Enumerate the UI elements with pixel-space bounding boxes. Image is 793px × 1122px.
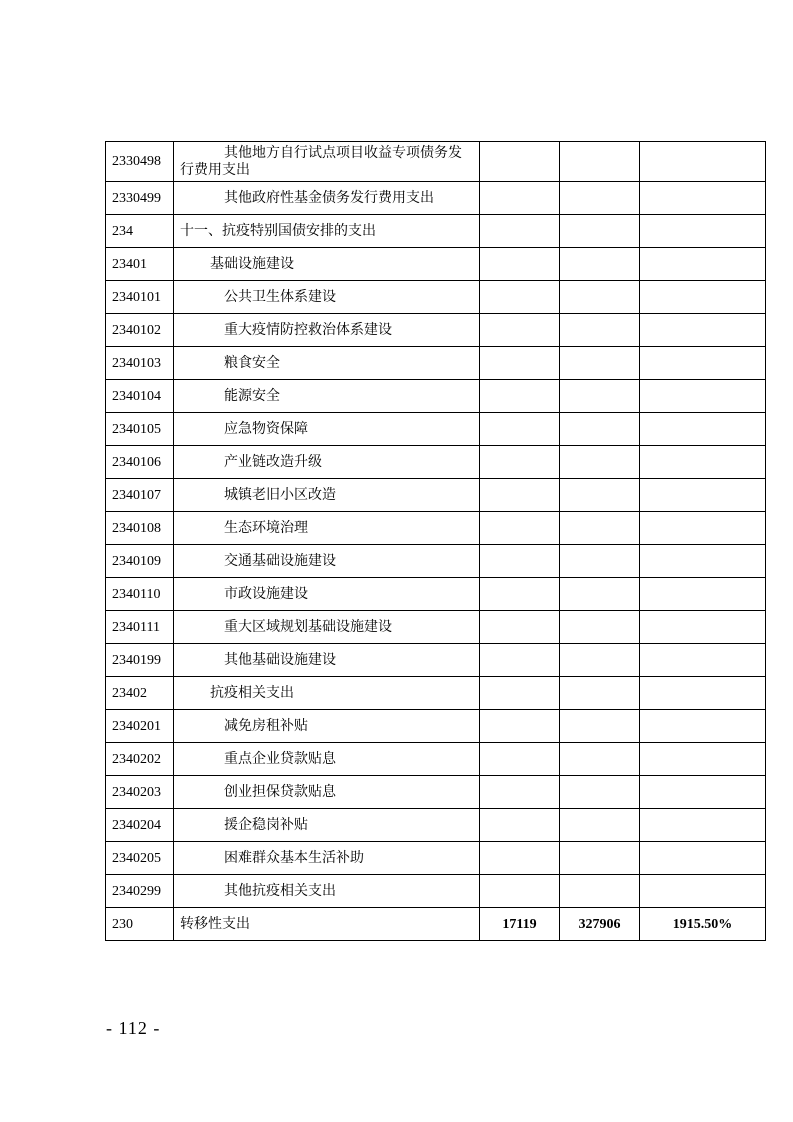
table-row (106, 908, 766, 941)
row-value-2 (560, 182, 640, 215)
row-value-3 (640, 380, 766, 413)
row-value-3 (640, 215, 766, 248)
row-value-2 (560, 710, 640, 743)
row-value-3 (640, 281, 766, 314)
row-code: 2340199 (106, 644, 174, 677)
row-name-cell (174, 413, 480, 446)
row-value-3 (640, 479, 766, 512)
row-value-1 (480, 182, 560, 215)
row-value-3 (640, 776, 766, 809)
row-name: 重大疫情防控救治体系建设 (224, 321, 392, 338)
row-name: 市政设施建设 (224, 585, 308, 602)
row-name-cell (174, 578, 480, 611)
budget-expenditure-table (105, 141, 766, 941)
row-value-1 (480, 248, 560, 281)
row-value-1 (480, 380, 560, 413)
row-value-3 (640, 842, 766, 875)
row-name: 基础设施建设 (210, 255, 294, 272)
row-code: 2340202 (106, 743, 174, 776)
table-row (106, 182, 766, 215)
table-row (106, 578, 766, 611)
row-value-3 (640, 578, 766, 611)
row-name: 减免房租补贴 (224, 717, 308, 734)
row-value-1 (480, 413, 560, 446)
row-code: 2340101 (106, 281, 174, 314)
row-name-cell (174, 743, 480, 776)
row-name-cell (174, 380, 480, 413)
row-name: 城镇老旧小区改造 (224, 486, 336, 503)
row-value-2 (560, 776, 640, 809)
table-row (106, 809, 766, 842)
row-name-cell (174, 644, 480, 677)
row-name: 困难群众基本生活补助 (224, 849, 364, 866)
row-value-1 (480, 776, 560, 809)
row-value-3 (640, 875, 766, 908)
table-row (106, 710, 766, 743)
row-value-1 (480, 842, 560, 875)
row-value-3: 1915.50% (640, 908, 766, 941)
table-row (106, 611, 766, 644)
row-code: 2340205 (106, 842, 174, 875)
table-row (106, 479, 766, 512)
table-row (106, 545, 766, 578)
row-value-1 (480, 677, 560, 710)
row-value-2 (560, 413, 640, 446)
row-value-3 (640, 314, 766, 347)
row-name-cell (174, 248, 480, 281)
row-value-1 (480, 512, 560, 545)
row-value-3 (640, 809, 766, 842)
row-value-2 (560, 677, 640, 710)
row-value-2 (560, 545, 640, 578)
row-code: 2340107 (106, 479, 174, 512)
row-name-cell (174, 215, 480, 248)
row-value-2 (560, 281, 640, 314)
row-name: 其他抗疫相关支出 (224, 882, 336, 899)
table-row (106, 347, 766, 380)
row-code: 23402 (106, 677, 174, 710)
row-name-cell (174, 545, 480, 578)
row-value-1 (480, 710, 560, 743)
table-row (106, 142, 766, 182)
row-code: 2340110 (106, 578, 174, 611)
table-row (106, 776, 766, 809)
table-row (106, 842, 766, 875)
row-name-cell (174, 611, 480, 644)
table-row (106, 314, 766, 347)
row-value-3 (640, 248, 766, 281)
row-code: 2340201 (106, 710, 174, 743)
row-name: 生态环境治理 (224, 519, 308, 536)
row-name-cell (174, 710, 480, 743)
table-row (106, 512, 766, 545)
row-code: 2330499 (106, 182, 174, 215)
row-name: 重点企业贷款贴息 (224, 750, 336, 767)
row-name: 公共卫生体系建设 (224, 288, 336, 305)
row-name-cell (174, 479, 480, 512)
table-row (106, 677, 766, 710)
row-value-2 (560, 578, 640, 611)
row-name: 其他基础设施建设 (224, 651, 336, 668)
row-name: 重大区域规划基础设施建设 (224, 618, 392, 635)
row-name-cell (174, 842, 480, 875)
row-value-2 (560, 142, 640, 182)
row-value-1 (480, 644, 560, 677)
row-code: 2340111 (106, 611, 174, 644)
row-code: 2340108 (106, 512, 174, 545)
row-value-1 (480, 479, 560, 512)
table-row (106, 446, 766, 479)
row-name: 援企稳岗补贴 (224, 816, 308, 833)
row-code: 23401 (106, 248, 174, 281)
row-name-cell (174, 182, 480, 215)
row-code: 2340203 (106, 776, 174, 809)
row-name-cell (174, 347, 480, 380)
row-name: 创业担保贷款贴息 (224, 783, 336, 800)
row-value-2 (560, 347, 640, 380)
row-value-2 (560, 446, 640, 479)
row-name: 抗疫相关支出 (210, 684, 294, 701)
row-value-1 (480, 281, 560, 314)
row-value-1: 17119 (480, 908, 560, 941)
row-value-2 (560, 215, 640, 248)
row-name: 粮食安全 (224, 354, 280, 371)
row-value-2 (560, 875, 640, 908)
row-value-2 (560, 611, 640, 644)
row-name: 交通基础设施建设 (224, 552, 336, 569)
row-value-2: 327906 (560, 908, 640, 941)
row-value-2 (560, 512, 640, 545)
row-value-3 (640, 611, 766, 644)
row-name-cell (174, 281, 480, 314)
row-value-2 (560, 479, 640, 512)
row-value-1 (480, 446, 560, 479)
row-value-3 (640, 182, 766, 215)
row-value-2 (560, 644, 640, 677)
row-name-cell (174, 875, 480, 908)
row-name: 能源安全 (224, 387, 280, 404)
row-value-3 (640, 446, 766, 479)
table-row (106, 281, 766, 314)
row-value-1 (480, 743, 560, 776)
row-code: 230 (106, 908, 174, 941)
row-name-cell (174, 512, 480, 545)
row-name-cell (174, 776, 480, 809)
row-value-3 (640, 644, 766, 677)
row-value-3 (640, 142, 766, 182)
row-name: 其他地方自行试点项目收益专项债务发行费用支出 (174, 142, 480, 182)
row-name: 产业链改造升级 (224, 453, 322, 470)
row-value-2 (560, 248, 640, 281)
row-name: 十一、抗疫特别国债安排的支出 (180, 222, 376, 239)
row-name-cell (174, 908, 480, 941)
row-name-cell (174, 677, 480, 710)
row-value-2 (560, 743, 640, 776)
row-code: 234 (106, 215, 174, 248)
table-row (106, 875, 766, 908)
table-row (106, 215, 766, 248)
row-value-1 (480, 875, 560, 908)
table-row (106, 743, 766, 776)
row-name-cell (174, 446, 480, 479)
row-value-2 (560, 380, 640, 413)
row-code: 2330498 (106, 142, 174, 182)
row-code: 2340103 (106, 347, 174, 380)
row-value-3 (640, 512, 766, 545)
row-code: 2340204 (106, 809, 174, 842)
row-code: 2340109 (106, 545, 174, 578)
row-value-1 (480, 215, 560, 248)
row-value-1 (480, 142, 560, 182)
row-value-3 (640, 347, 766, 380)
row-value-2 (560, 809, 640, 842)
row-value-1 (480, 347, 560, 380)
row-name: 转移性支出 (180, 915, 250, 932)
row-value-2 (560, 842, 640, 875)
row-value-1 (480, 314, 560, 347)
table-row (106, 644, 766, 677)
table-row (106, 248, 766, 281)
row-value-3 (640, 413, 766, 446)
row-value-3 (640, 710, 766, 743)
row-value-1 (480, 611, 560, 644)
row-code: 2340105 (106, 413, 174, 446)
row-name-cell (174, 809, 480, 842)
row-name: 其他政府性基金债务发行费用支出 (224, 189, 434, 206)
row-code: 2340104 (106, 380, 174, 413)
row-name: 应急物资保障 (224, 420, 308, 437)
row-value-1 (480, 545, 560, 578)
table-row (106, 413, 766, 446)
row-code: 2340299 (106, 875, 174, 908)
row-value-2 (560, 314, 640, 347)
row-value-3 (640, 677, 766, 710)
page-number: - 112 - (106, 1018, 161, 1038)
row-value-3 (640, 743, 766, 776)
row-value-1 (480, 578, 560, 611)
row-code: 2340106 (106, 446, 174, 479)
row-value-1 (480, 809, 560, 842)
row-value-3 (640, 545, 766, 578)
row-name-cell (174, 314, 480, 347)
row-code: 2340102 (106, 314, 174, 347)
table-row (106, 380, 766, 413)
